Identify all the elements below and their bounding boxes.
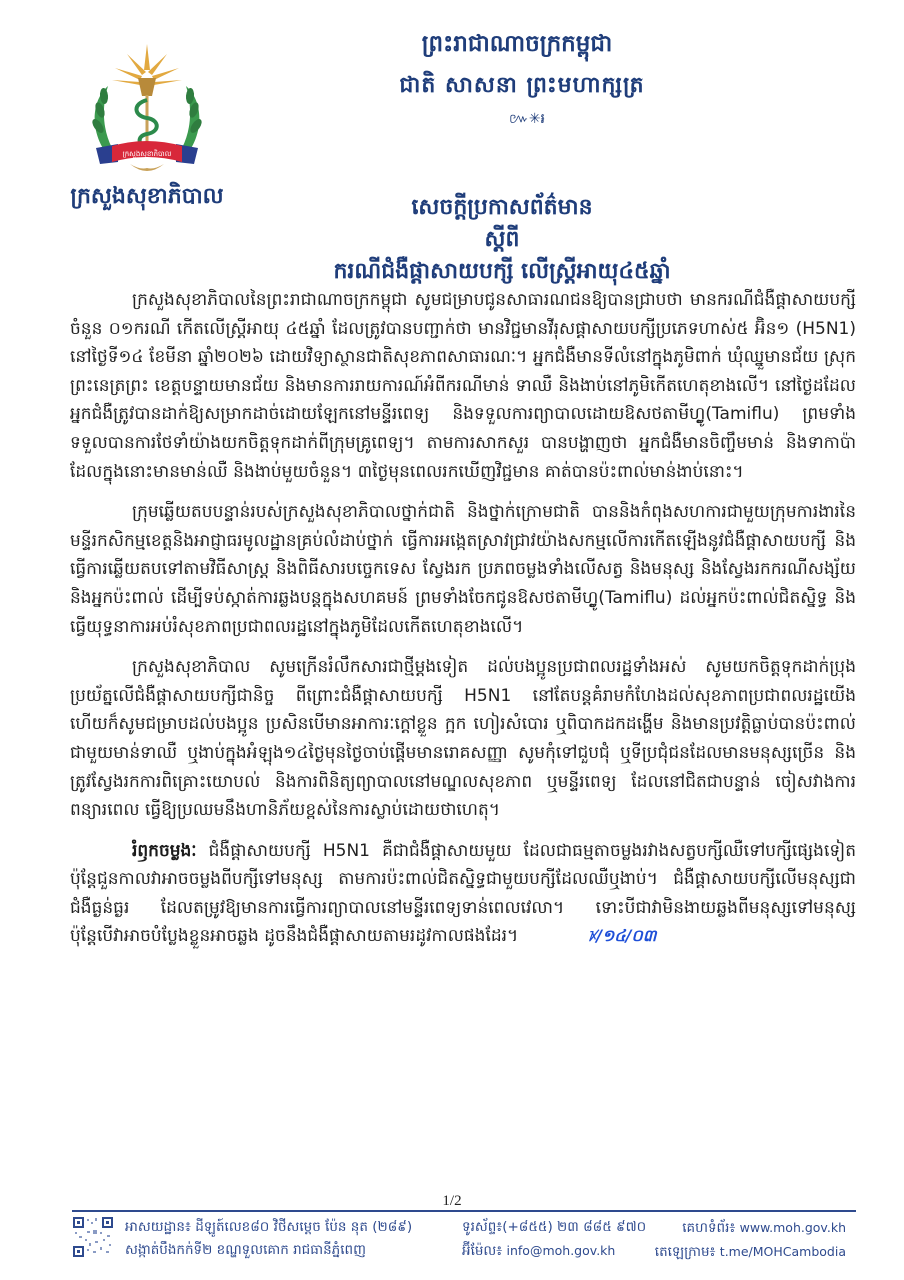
footer-online <box>655 1216 846 1264</box>
reminder-text: ជំងឺផ្តាសាយបក្សី H5N1 គឺជាជំងឺផ្តាសាយមួយ ដែលជាធម្មតាចម្លងរវាងសត្វបក្សីឈឺទៅបក្សីផ្សេងទៀត ប៉ុន្តែជួនកាលវាអាចចម្លងពីបក្សីទៅមនុស្ស តាមការប៉ះពាល់ជិតស្និទ្ធជាមួយបក្សីដែលឈឺឬងាប់។ ជំងឺផ្តាសាយបក្សីលើមនុស្សជាជំងឺធ្ងន់ធ្ងរ ដែលតម្រូវឱ្យមានការធ្វើការព្យាបាលនៅមន្ទីរពេទ្យទាន់ពេលវេលា។ ទោះបីជាវាមិនងាយឆ្លងពីមនុស្សទៅមនុស្ស ប៉ុន្តែបើវាអាចបំប្លែងខ្លួនអាចឆ្លង ដូចនឹងជំងឺផ្តាសាយតាមរដូវកាលផងដែរ។ <box>70 840 856 947</box>
ministry-name: ក្រសួងសុខាភិបាល <box>70 184 224 209</box>
document-subject: ករណីជំងឺផ្តាសាយបក្សី លើស្ត្រីអាយុ៤៥ឆ្នាំ <box>333 259 671 284</box>
document-about: ស្តីពី <box>484 227 520 252</box>
footer-contact <box>462 1216 646 1263</box>
svg-text:ក្រសួងសុខាភិបាល: ក្រសួងសុខាភិបាល <box>122 150 172 158</box>
email-label: អ៊ីម៉ែល៖ <box>462 1243 503 1259</box>
document-titles <box>0 192 904 288</box>
address-line-2: សង្កាត់បឹងកក់ទី២ ខណ្ឌទួលគោក រាជធានីភ្នំពេញ <box>125 1242 366 1258</box>
qr-code-icon <box>73 1217 113 1257</box>
body-paragraph-1: ក្រសួងសុខាភិបាលនៃព្រះរាជាណាចក្រកម្ពុជា សូមជម្រាបជូនសាធារណជនឱ្យបានជ្រាបថា មានករណីជំងឺផ្តាសាយបក្សី ចំនួន ០១ករណី កើតលើស្ត្រីអាយុ ៤៥ឆ្នាំ ដែលត្រូវបានបញ្ជាក់ថា មានវិជ្ជមានវីរុសផ្តាសាយបក្សីប្រភេទហាស់៥ អ៊ិន១ (H5N1) នៅថ្ងៃទី១៤ ខែមីនា ឆ្នាំ២០២៦ ដោយវិទ្យាស្ថានជាតិសុខភាពសាធារណៈ។ អ្នកជំងឺមានទីលំនៅក្នុងភូមិពាក់ ឃុំឈ្នួមានជ័យ ស្រុកព្រះនេត្រព្រះ ខេត្តបន្ទាយមានជ័យ និងមានការរាយការណ៍អំពីករណីមាន់ ទាឈឺ និងងាប់នៅភូមិកើតហេតុខាងលើ។ នៅថ្ងៃដដែល អ្នកជំងឺត្រូវបានដាក់ឱ្យសម្រាកដាច់ដោយឡែកនៅមន្ទីរពេទ្យ និងទទួលការព្យាបាលដោយឱសថតាមីហ្វ្លូ(Tamiflu) ព្រមទាំងទទួលបានការថែទាំយ៉ាងយកចិត្តទុកដាក់ពីក្រុមគ្រូពេទ្យ។ តាមការសាកសួរ បានបង្ហាញថា អ្នកជំងឺមានចិញ្ចឹមមាន់ និងទាកាប៉ា ដែលក្នុងនោះមានមាន់ឈឺ និងងាប់មួយចំនួន។ ៣ថ្ងៃមុនពេលរកឃើញវិជ្ជមាន គាត់បានប៉ះពាល់មាន់ងាប់នោះ។ <box>70 290 856 482</box>
website-link[interactable]: www.moh.gov.kh <box>739 1220 846 1235</box>
email-link[interactable]: info@moh.gov.kh <box>506 1243 616 1258</box>
telegram-label: តេឡេក្រាម៖ <box>654 1244 716 1260</box>
footer-website <box>655 1216 846 1240</box>
nation-religion-king: ជាតិ សាសនា ព្រះមហាក្សត្រ <box>399 73 645 98</box>
footer-email <box>462 1239 646 1263</box>
national-motto <box>0 30 904 130</box>
footer-divider <box>72 1210 856 1212</box>
footer-address <box>125 1216 412 1262</box>
phone-label: ទូរស័ព្ទ៖ <box>462 1219 503 1235</box>
address-line-1: អាសយដ្ឋាន៖ ដីឡូត៍លេខ៨០ វិថីសម្តេច ប៉ែន នុត (២៨៩) <box>125 1219 413 1235</box>
footer-telegram <box>655 1240 846 1264</box>
website-label: គេហទំព័រ៖ <box>682 1220 736 1236</box>
page-number: 1/2 <box>442 1193 462 1209</box>
telegram-link[interactable]: t.me/MOHCambodia <box>719 1244 846 1259</box>
reminder-paragraph <box>70 837 856 951</box>
body-paragraph-3: ក្រសួងសុខាភិបាល សូមក្រើនរំលឹកសារជាថ្មីម្តងទៀត ដល់បងប្អូនប្រជាពលរដ្ឋទាំងអស់ សូមយកចិត្តទុកដាក់ប្រុងប្រយ័ត្នលើជំងឺផ្តាសាយបក្សីជានិច្ច ពីព្រោះជំងឺផ្តាសាយបក្សី H5N1 នៅតែបន្តគំរាមកំហែងដល់សុខភាពប្រជាពលរដ្ឋយើង ហើយក៏សូមជម្រាបដល់បងប្អូន ប្រសិនបើមានអាការៈក្តៅខ្លួន ក្អក ហៀរសំបោរ ឬពិបាកដកដង្ហើម និងមានប្រវត្តិធ្លាប់បានប៉ះពាល់ជាមួយមាន់ទាឈឺ ឬងាប់ក្នុងអំឡុង១៤ថ្ងៃមុនថ្ងៃចាប់ផ្តើមមានរោគសញ្ញា សូមកុំទៅជួបជុំ ឬទីប្រជុំជនដែលមានមនុស្សច្រើន និងត្រូវស្វែងរកការពិគ្រោះយោបល់ និងការពិនិត្យព្យាបាលនៅមណ្ឌលសុខភាព ឬមន្ទីរពេទ្យ ដែលនៅជិតជាបន្ទាន់ ចៀសវាងការពន្យារពេល ធ្វើឱ្យប្រឈមនឹងហានិភ័យខ្ពស់នៃការស្លាប់ដោយថាហេតុ។ <box>70 657 856 821</box>
document-body <box>70 286 856 963</box>
body-paragraph-2: ក្រុមឆ្លើយតបបន្ទាន់របស់ក្រសួងសុខាភិបាលថ្នាក់ជាតិ និងថ្នាក់ក្រោមជាតិ បាននិងកំពុងសហការជាមួយក្រុមការងារនៃមន្ទីរកសិកម្មខេត្តនិងអាជ្ញាធរមូលដ្ឋានគ្រប់លំដាប់ថ្នាក់ ធ្វើការអង្កេតស្រាវជ្រាវយ៉ាងសកម្មលើការកើតឡើងនូវជំងឺផ្តាសាយបក្សី និងធ្វើការឆ្លើយតបទៅតាមវិធីសាស្ត្រ និងពិធីសារបច្ចេកទេស ស្វែងរក ប្រភពចម្លងទាំងលើសត្វ និងមនុស្ស និងស្វែងរកករណីសង្ស័យនិងអ្នកប៉ះពាល់ ដើម្បីទប់ស្កាត់ការឆ្លងបន្តក្នុងសហគមន៍ ព្រមទាំងចែកជូនឱសថតាមីហ្វ្លូ(Tamiflu) ដល់អ្នកប៉ះពាល់ជិតស្និទ្ធ និងធ្វើយុទ្ធនាការអប់រំសុខភាពប្រជាពលរដ្ឋនៅក្នុងភូមិដែលកើតហេតុខាងលើ។ <box>70 502 856 637</box>
reminder-lead: រំឭកចម្លងៈ <box>132 840 197 861</box>
initials-signature: ᜫ/១៤/០៣ <box>588 926 657 946</box>
kingdom-name: ព្រះរាជាណាចក្រកម្ពុជា <box>421 31 613 57</box>
phone-number: (+៨៥៥) ២៣ ៨៨៥ ៩៧០ <box>502 1219 647 1235</box>
ornament-divider-icon: ៚✳៛ <box>509 111 545 127</box>
footer-phone <box>462 1216 646 1239</box>
document-title: សេចក្តីប្រកាសព័ត៌មាន <box>411 195 593 220</box>
